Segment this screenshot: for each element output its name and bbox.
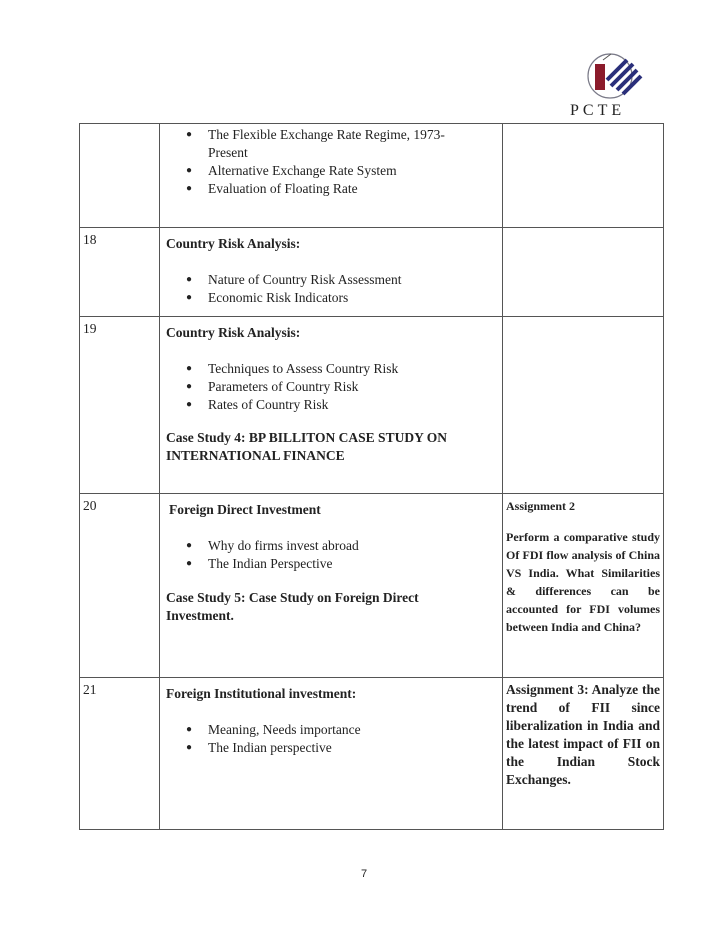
page-number: 7	[360, 868, 368, 880]
list-item: ● Alternative Exchange Rate System	[186, 162, 496, 180]
assignment-cell	[503, 678, 664, 830]
topic-bullets	[166, 360, 496, 414]
topic-heading: Foreign Institutional investment:	[166, 686, 357, 701]
lecture-number: 21	[80, 678, 160, 830]
list-item: ● Techniques to Assess Country Risk	[186, 360, 496, 378]
course-plan-table	[79, 123, 664, 830]
logo-text: PCTE	[570, 102, 626, 119]
topic-bullets	[166, 537, 496, 573]
assignment-cell	[503, 494, 664, 678]
lecture-number: 19	[80, 317, 160, 494]
table-row	[80, 317, 664, 494]
topic-cell	[160, 317, 503, 494]
list-item: ● The Indian Perspective	[186, 555, 496, 573]
topic-heading: Country Risk Analysis:	[166, 325, 301, 340]
topic-cell	[160, 228, 503, 317]
topic-cell	[160, 124, 503, 228]
assignment-cell	[503, 317, 664, 494]
topic-heading: Country Risk Analysis:	[166, 236, 301, 251]
topic-bullets	[166, 721, 496, 757]
topic-cell	[160, 494, 503, 678]
assignment-cell	[503, 124, 664, 228]
assignment-body: Perform a comparative study Of FDI flow analysis of China VS India. What Similarities & differences can be accounted for FDI volumes between India and China?	[506, 530, 660, 634]
list-item: ● The Flexible Exchange Rate Regime, 1973-Present	[186, 126, 466, 162]
topic-heading: Foreign Direct Investment	[169, 502, 321, 517]
table-row	[80, 494, 664, 678]
topic-cell	[160, 678, 503, 830]
case-study: Case Study 5: Case Study on Foreign Direct Investment.	[166, 590, 419, 623]
table-row	[80, 678, 664, 830]
list-item: ● Economic Risk Indicators	[186, 289, 496, 307]
list-item: ● The Indian perspective	[186, 739, 496, 757]
list-item: ● Nature of Country Risk Assessment	[186, 271, 496, 289]
list-item: ● Meaning, Needs importance	[186, 721, 496, 739]
list-item: ● Rates of Country Risk	[186, 396, 496, 414]
list-item: ● Parameters of Country Risk	[186, 378, 496, 396]
assignment-title: Assignment 2	[506, 499, 576, 513]
list-item: ● Why do firms invest abroad	[186, 537, 496, 555]
table-row	[80, 124, 664, 228]
lecture-number	[80, 124, 160, 228]
table-row	[80, 228, 664, 317]
list-item: ● Evaluation of Floating Rate	[186, 180, 496, 198]
topic-bullets	[166, 126, 496, 198]
case-study: Case Study 4: BP BILLITON CASE STUDY ON INTERNATIONAL FINANCE	[166, 430, 447, 463]
lecture-number: 20	[80, 494, 160, 678]
assignment-body: Assignment 3: Analyze the trend of FII since liberalization in India and the latest impact of FII on the Indian Stock Exchanges.	[506, 682, 660, 787]
lecture-number: 18	[80, 228, 160, 317]
topic-bullets	[166, 271, 496, 307]
assignment-cell	[503, 228, 664, 317]
